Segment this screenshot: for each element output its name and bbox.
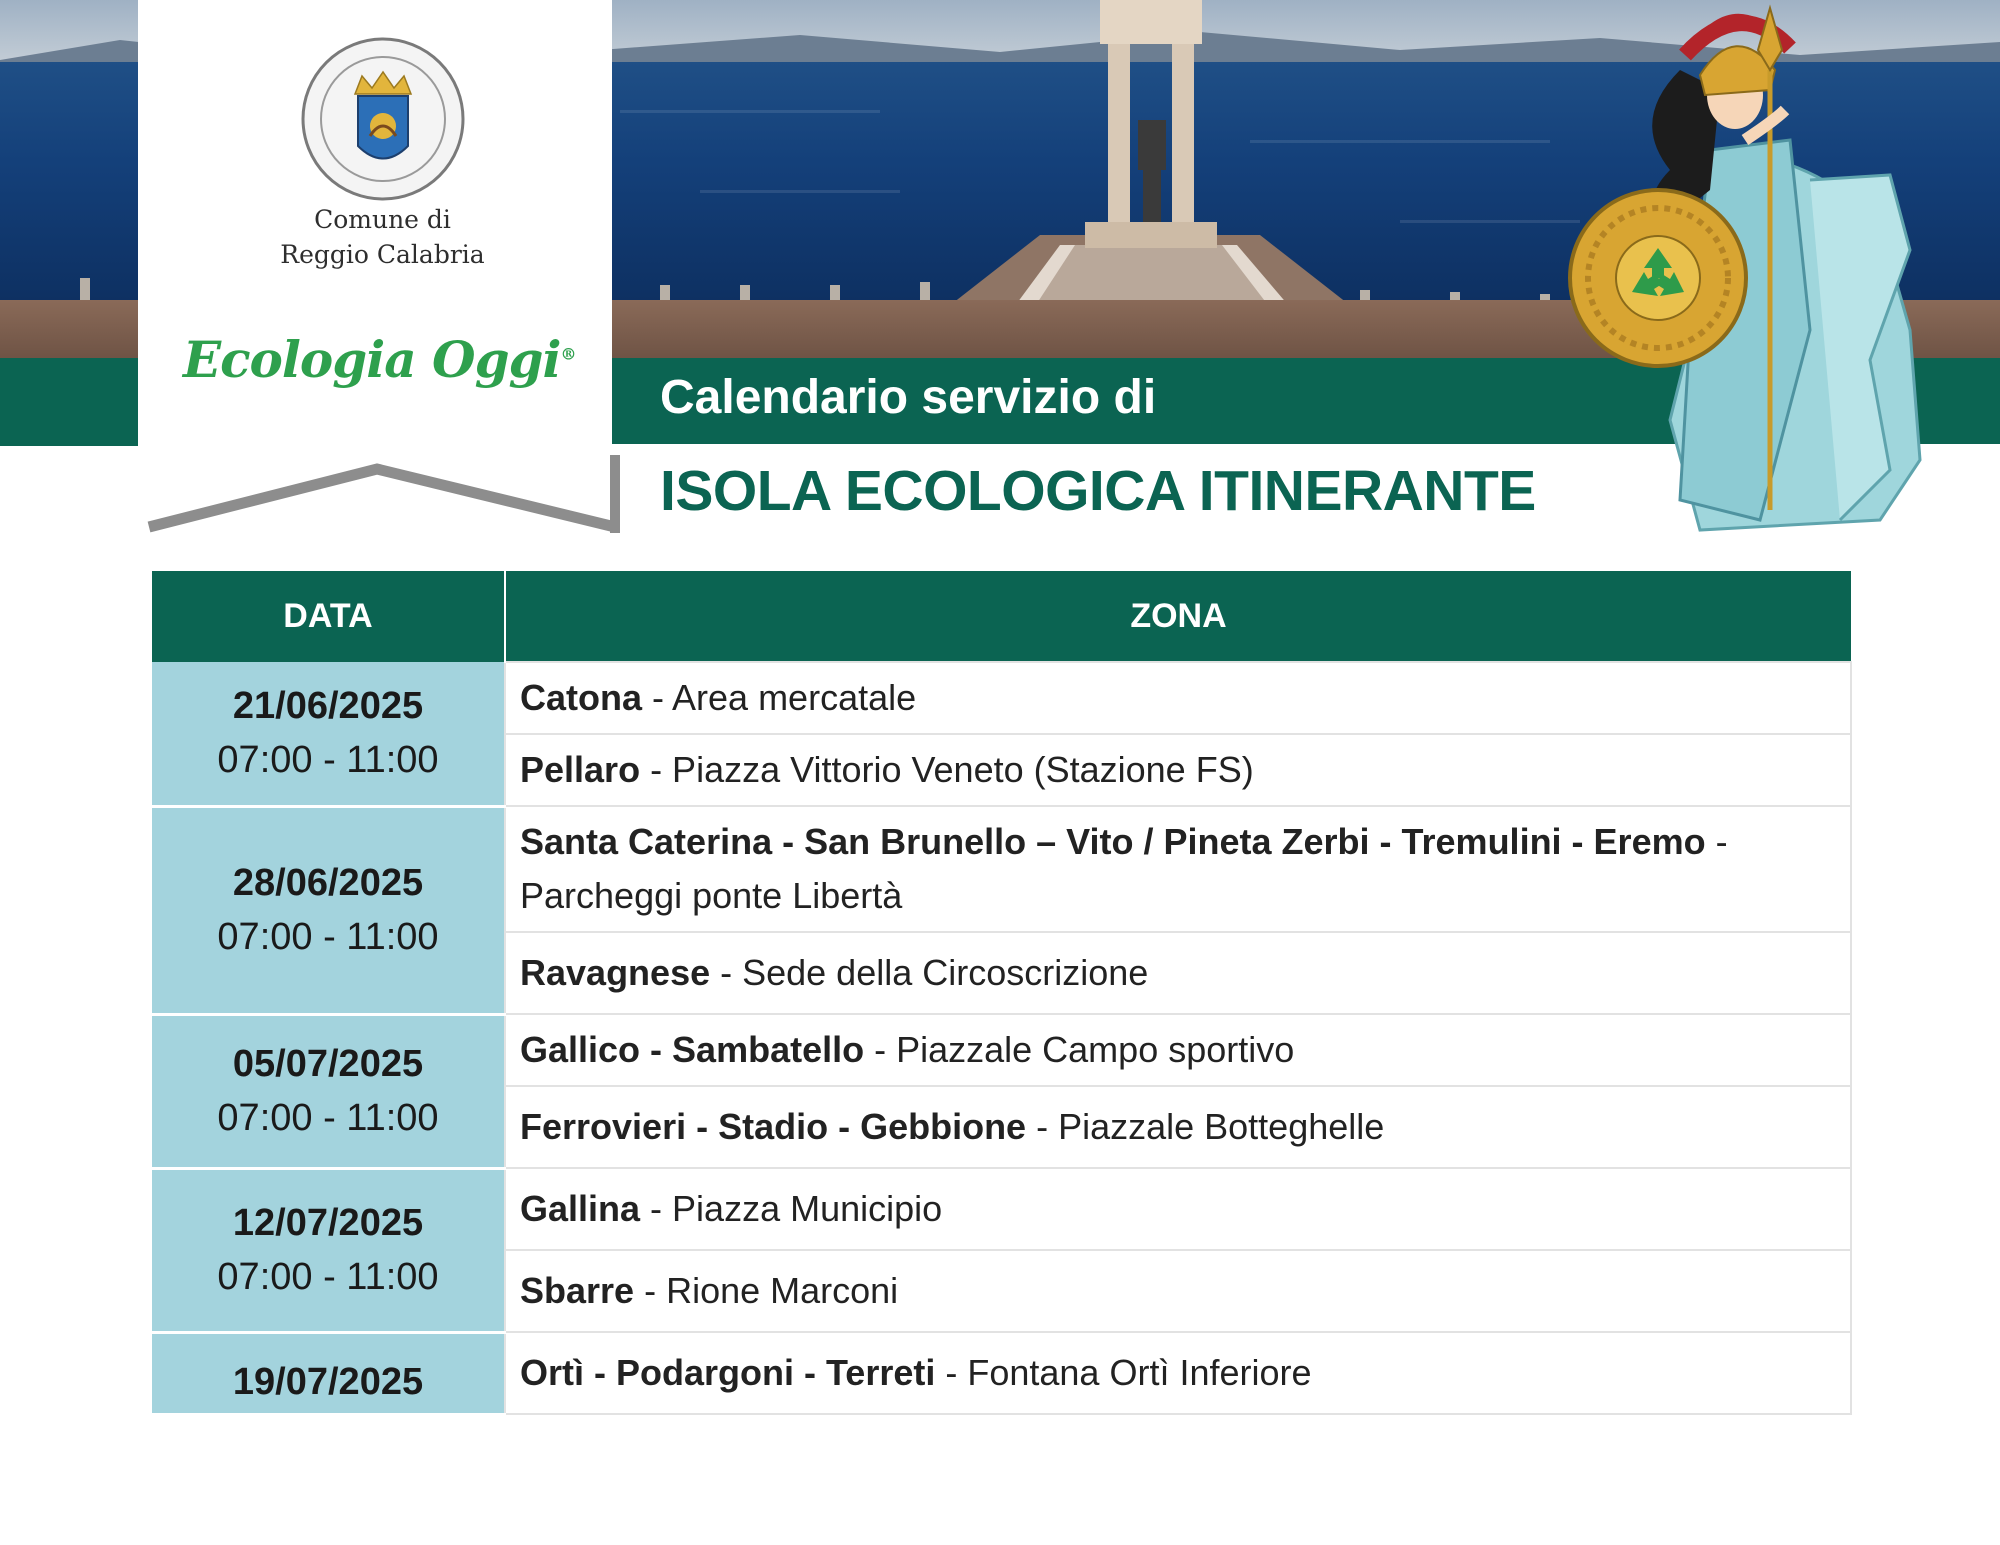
zone-cell: [505, 734, 1851, 806]
date-text: 05/07/2025: [232, 1043, 424, 1085]
date-text: 28/06/2025: [232, 862, 424, 904]
time-text: 07:00 - 11:00: [217, 739, 439, 782]
zone-name: Sbarre: [520, 1270, 635, 1311]
schedule-table: [152, 571, 1852, 1416]
time-text: 07:00 - 11:00: [217, 1097, 439, 1139]
zone-place: - Piazza Municipio: [640, 1188, 943, 1229]
zone-name: Gallina: [520, 1188, 641, 1229]
zone-cell: [505, 1332, 1851, 1414]
zone-name: Ravagnese: [520, 952, 711, 993]
table-row: [152, 1014, 1851, 1086]
table-row: [152, 662, 1851, 734]
table-row: [152, 1332, 1851, 1414]
zone-place: - Rione Marconi: [634, 1270, 899, 1311]
table-header-row: [152, 571, 1851, 662]
green-band: [0, 358, 138, 446]
zone-name: Gallico - Sambatello: [520, 1029, 865, 1070]
comune-label-line2: Reggio Calabria: [280, 240, 485, 269]
athena-mascot-illustration: [1560, 0, 1930, 540]
zone-place: - Parcheggi ponte Libertà: [520, 821, 1728, 916]
brand-logo: [183, 330, 575, 389]
date-text: 19/07/2025: [232, 1361, 424, 1403]
zone-name: Pellaro: [520, 749, 641, 790]
table-row: [152, 1168, 1851, 1250]
zone-place: - Piazzale Botteghelle: [1026, 1106, 1385, 1147]
date-cell: [152, 662, 505, 806]
zone-place: - Piazza Vittorio Veneto (Stazione FS): [640, 749, 1254, 790]
zone-name: Ferrovieri - Stadio - Gebbione: [520, 1106, 1027, 1147]
zone-place: - Sede della Circoscrizione: [710, 952, 1149, 993]
zone-name: Catona: [520, 677, 643, 718]
zone-cell: [505, 1014, 1851, 1086]
date-text: 21/06/2025: [232, 685, 424, 728]
time-text: 07:00 - 11:00: [217, 1256, 439, 1298]
city-seal-icon: [300, 36, 466, 202]
date-text: 12/07/2025: [232, 1202, 424, 1244]
column-header-zone: ZONA: [505, 571, 1851, 662]
zone-cell: [505, 1250, 1851, 1332]
comune-label-line1: Comune di: [314, 205, 451, 234]
date-cell: [152, 1014, 505, 1168]
zone-cell: [505, 1086, 1851, 1168]
zone-place: - Area mercatale: [642, 677, 917, 718]
date-cell: [152, 1332, 505, 1414]
zone-place: - Fontana Ortì Inferiore: [935, 1352, 1312, 1393]
date-cell: [152, 806, 505, 1014]
zone-cell: [505, 932, 1851, 1014]
zone-cell: [505, 1168, 1851, 1250]
zone-place: - Piazzale Campo sportivo: [864, 1029, 1295, 1070]
zone-cell: [505, 662, 1851, 734]
zone-name: Santa Caterina - San Brunello – Vito / Pineta Zerbi - Tremulini - Eremo: [520, 821, 1706, 862]
zone-cell: [505, 806, 1851, 932]
time-text: 07:00 - 11:00: [217, 916, 439, 958]
brand-registered-mark: ®: [560, 344, 576, 364]
page-title: ISOLA ECOLOGICA ITINERANTE: [660, 459, 1536, 523]
calendar-subtitle: Calendario servizio di: [660, 371, 1157, 424]
chevron-decoration: [145, 455, 620, 535]
zone-name: Ortì - Podargoni - Terreti: [520, 1352, 936, 1393]
brand-name: Ecologia Oggi: [183, 330, 561, 389]
table-row: [152, 806, 1851, 932]
date-cell: [152, 1168, 505, 1332]
column-header-date: DATA: [152, 571, 505, 662]
